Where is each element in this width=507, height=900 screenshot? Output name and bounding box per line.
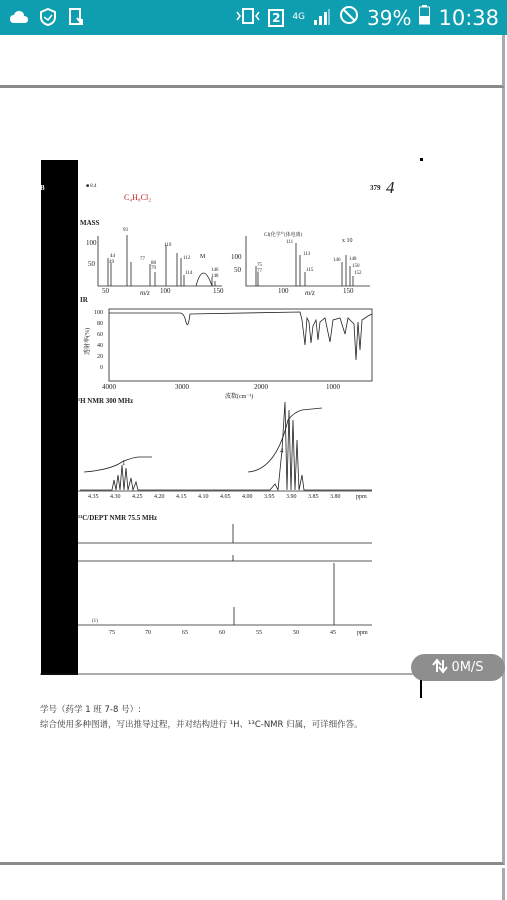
mass-left-ylabel-100: 100 bbox=[86, 239, 97, 247]
hnmr-integral-label: 4 bbox=[280, 447, 284, 455]
hnmr-integral-label: 1 bbox=[122, 459, 126, 467]
mass-peak-label: 75 bbox=[257, 263, 262, 268]
mass-peak-label: 88 bbox=[151, 261, 156, 266]
formula-label: C₄H₈Cl₂ bbox=[124, 193, 152, 202]
ir-ylabel: 40 bbox=[97, 343, 103, 349]
mass-left-xtick: 150 bbox=[213, 287, 224, 295]
hnmr-xtick: 4.20 bbox=[154, 494, 165, 500]
mass-peak-label: 112 bbox=[183, 256, 191, 261]
cnmr-peak-label: (1) bbox=[92, 619, 98, 624]
hnmr-xtick: 4.00 bbox=[242, 494, 253, 500]
caption-line-2: 综合使用多种图谱，写出推导过程，并对结构进行 ¹H、¹³C-NMR 归属，可详细作答。 bbox=[40, 720, 363, 730]
ir-section-label: IR bbox=[80, 296, 88, 304]
mass-left-xtick: 100 bbox=[160, 287, 171, 295]
mass-section-label: MASS bbox=[80, 219, 100, 227]
hnmr-xtick: 4.25 bbox=[132, 494, 143, 500]
mass-peak-label: 49 bbox=[109, 260, 114, 265]
cnmr-xtick: ppm bbox=[357, 630, 368, 636]
text-cursor bbox=[420, 680, 422, 698]
mass-right-ylabel-100: 100 bbox=[231, 253, 242, 261]
cnmr-xtick: 75 bbox=[109, 630, 115, 636]
hnmr-trace bbox=[80, 402, 372, 490]
ir-xtick: 2000 bbox=[254, 383, 268, 391]
hnmr-xtick: 4.15 bbox=[176, 494, 187, 500]
mass-left-xlabel: m/z bbox=[140, 289, 150, 297]
mass-right-title: CI(化学气体电离) bbox=[264, 233, 303, 238]
mass-peak-label: 77 bbox=[257, 269, 262, 274]
mass-peak-label: 148 bbox=[349, 257, 357, 262]
ir-ylabel: 0 bbox=[100, 365, 103, 371]
mass-right-peaks bbox=[256, 243, 353, 286]
mass-right-xlabel: m/z bbox=[305, 289, 315, 297]
hnmr-xtick: 4.35 bbox=[88, 494, 99, 500]
question-caption bbox=[40, 703, 363, 733]
ir-xtick: 3000 bbox=[175, 383, 189, 391]
up-down-arrows-icon bbox=[432, 658, 448, 678]
mass-right-xtick: 100 bbox=[278, 287, 289, 295]
cnmr-xtick: 55 bbox=[256, 630, 262, 636]
mass-left-ylabel-50: 50 bbox=[88, 260, 95, 268]
hnmr-xtick: 4.10 bbox=[198, 494, 209, 500]
cnmr-xtick: 70 bbox=[145, 630, 151, 636]
mass-peak-label: 152 bbox=[354, 271, 362, 276]
mass-peak-label: 150 bbox=[352, 264, 360, 269]
mass-peak-label: 79 bbox=[151, 266, 156, 271]
ir-trace bbox=[109, 312, 372, 360]
page-number: 379 bbox=[370, 184, 381, 192]
hnmr-xtick: 4.05 bbox=[220, 494, 231, 500]
handwritten-mark: 4 bbox=[386, 178, 395, 197]
mass-peak-label: 148 bbox=[211, 274, 219, 279]
hnmr-xtick: 4.30 bbox=[110, 494, 121, 500]
header-tag: ■ 8.4 bbox=[86, 184, 97, 189]
hnmr-section-label: ¹H NMR 300 MHz bbox=[78, 397, 134, 405]
cnmr-xtick: 45 bbox=[330, 630, 336, 636]
hnmr-xtick: 3.80 bbox=[330, 494, 341, 500]
hnmr-xtick: 3.85 bbox=[308, 494, 319, 500]
mass-peak-label: 77 bbox=[140, 257, 145, 262]
clock: 10:38 bbox=[438, 5, 499, 30]
mass-left-xtick: 50 bbox=[102, 287, 109, 295]
mass-peak-label: 93 bbox=[123, 228, 128, 233]
hnmr-xtick: 3.95 bbox=[264, 494, 275, 500]
mass-right-xtick: 150 bbox=[343, 287, 354, 295]
mass-peak-label: 146 bbox=[333, 258, 341, 263]
hnmr-xtick: 3.90 bbox=[286, 494, 297, 500]
cnmr-xtick: 60 bbox=[219, 630, 225, 636]
ir-ylabel: 80 bbox=[97, 321, 103, 327]
caption-line-1: 学号（药学 1 班 7-8 号）: bbox=[40, 705, 141, 715]
ir-ylabel: 100 bbox=[94, 310, 103, 316]
network-speed-indicator[interactable] bbox=[411, 654, 505, 681]
battery-percent: 39% bbox=[367, 5, 412, 30]
mass-peak-label: 44 bbox=[110, 254, 115, 259]
sim-slot-badge: 2 bbox=[268, 9, 284, 27]
cnmr-xtick: 65 bbox=[182, 630, 188, 636]
ir-xtick: 1000 bbox=[326, 383, 340, 391]
mass-left-peaks bbox=[108, 235, 215, 286]
speed-value: 0M/S bbox=[451, 660, 484, 675]
mass-peak-label: 111 bbox=[286, 240, 294, 245]
ir-xtick: 4000 bbox=[102, 383, 116, 391]
ir-xaxis-title: 波数(cm⁻¹) bbox=[225, 394, 254, 400]
ir-yaxis-title: 透射率(%) bbox=[85, 328, 91, 355]
mass-peak-label: 114 bbox=[185, 271, 193, 276]
mass-right-ylabel-50: 50 bbox=[234, 266, 241, 274]
mass-peak-label: 113 bbox=[303, 252, 311, 257]
mass-peak-label: 110 bbox=[164, 243, 172, 248]
left-margin-mark: B bbox=[40, 184, 45, 192]
network-type: 4G bbox=[292, 12, 306, 22]
ir-ylabel: 60 bbox=[97, 332, 103, 338]
hnmr-xtick: ppm bbox=[356, 494, 367, 500]
hnmr-integral-1 bbox=[84, 457, 152, 472]
mass-peak-label: M bbox=[200, 254, 206, 260]
mass-zoom-label: x 10 bbox=[342, 238, 353, 244]
cnmr-xtick: 50 bbox=[293, 630, 299, 636]
mass-peak-label: 115 bbox=[306, 268, 314, 273]
cnmr-section-label: ¹³C/DEPT NMR 75.5 MHz bbox=[78, 514, 158, 522]
mass-peak-label: 146 bbox=[211, 268, 219, 273]
ir-ylabel: 20 bbox=[97, 354, 103, 360]
